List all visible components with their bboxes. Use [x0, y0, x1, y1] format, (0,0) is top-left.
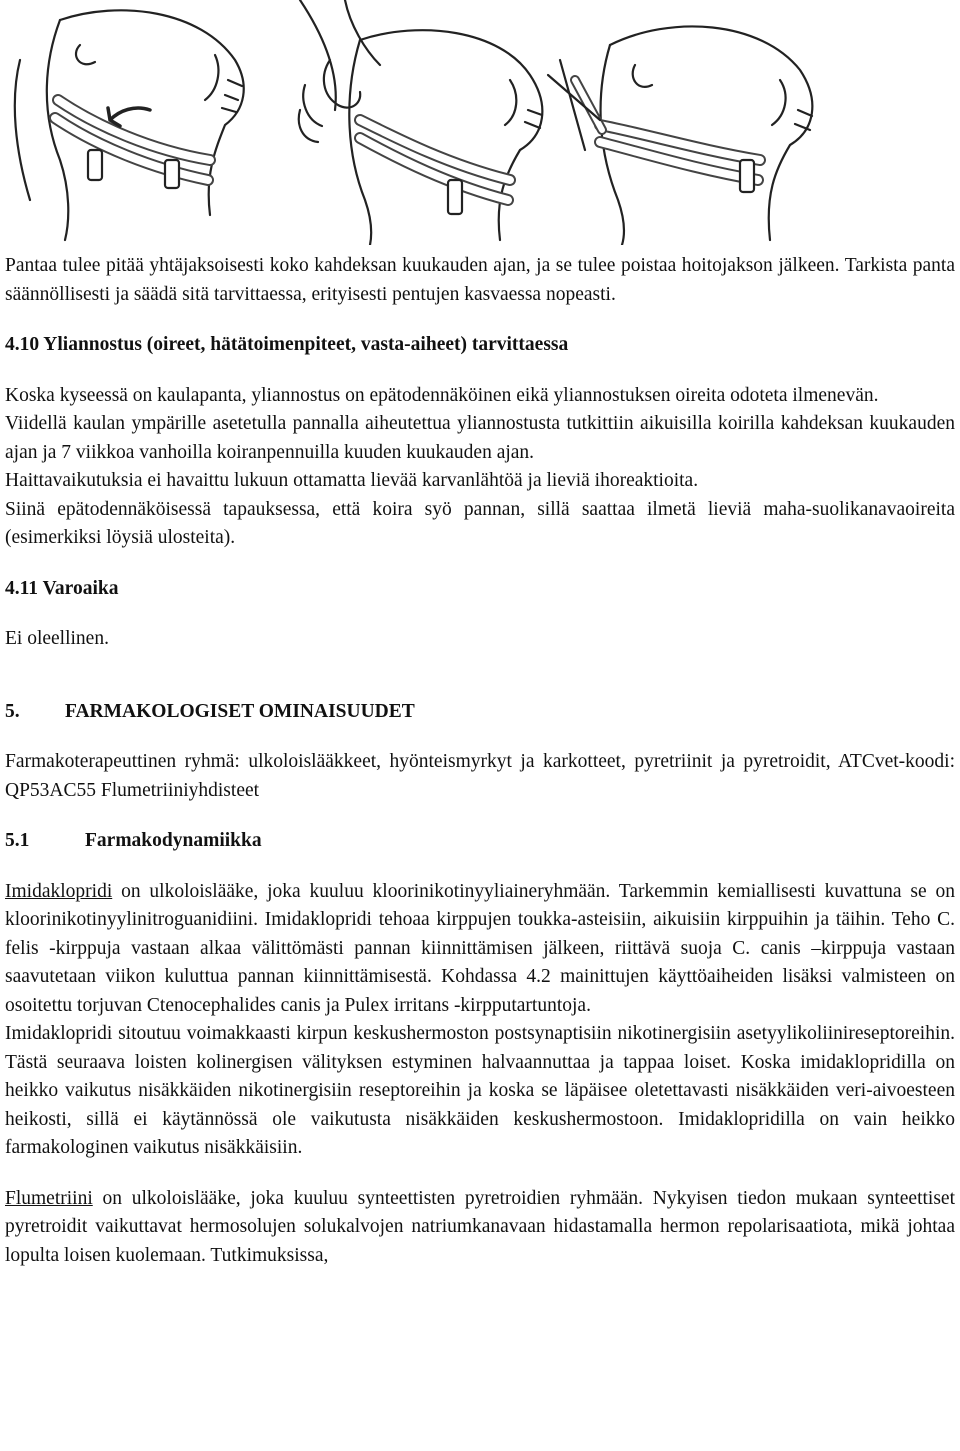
heading-5-1: [5, 827, 955, 856]
flumethrin-term: Flumetriini: [5, 1187, 93, 1209]
imidacloprid-text-1: on ulkoloislääke, joka kuuluu kloorinikotinyyliaineryhmään. Tarkemmin kemiallisesti kuvattuna se on kloorinikotinyylinitroguanidiini. Imidaklopridi tehoaa kirppujen toukka-asteisiin, aikuisiin kirppuihin ja täihin. Teho C. felis -kirppuja vastaan alkaa välittömästi pannan kiinnittämisen jälkeen, riittävä suoja C. canis –kirppuja vastaan saavutetaan viikon kuluttua pannan kiinnittämisestä. Kohdassa 4.2 mainittujen käyttöaiheiden lisäksi valmisteen on osoitettu torjuvan Ctenocephalides canis ja Pulex irritans -kirpputartuntoja.: [5, 880, 955, 1016]
heading-5-1-number: 5.1: [5, 830, 30, 851]
heading-4-10: [5, 331, 955, 360]
heading-5-title: FARMAKOLOGISET OMINAISUUDET: [65, 700, 415, 722]
overdose-paragraph-2: Viidellä kaulan ympärille asetetulla pannalla aiheutettua yliannostusta tutkittiin aikuisilla koirilla kahdeksan kuukauden ajan ja 7 viikkoa vanhoilla koiranpennuilla kuuden kuukauden ajan.: [5, 413, 955, 463]
heading-4-11-title: Varoaika: [42, 577, 119, 599]
overdose-paragraph-1: Koska kyseessä on kaulapanta, yliannostus on epätodennäköinen eikä yliannostuksen oireita odoteta ilmenevän.: [5, 384, 879, 406]
pharmacotherapeutic-group: Farmakoterapeuttinen ryhmä: ulkoloislääkkeet, hyönteismyrkyt ja karkotteet, pyretriinit ja pyretroidit, ATCvet-koodi: QP53AC55 Flumetriiniyhdisteet: [5, 751, 955, 801]
heading-4-10-number: 4.10: [5, 334, 40, 355]
document-body: [5, 252, 955, 1270]
imidacloprid-paragraph-1: [5, 878, 955, 1021]
flumethrin-text: on ulkoloislääke, joka kuuluu synteettisten pyretroidien ryhmään. Nykyisen tiedon mukaan synteettiset pyretroidit vaikuttavat hermosolujen solukalvojen natriumkanavaan hidastamalla hermon repolarisaatiota, mikä johtaa lopulta loisen kuolemaan. Tutkimuksissa,: [5, 1187, 955, 1266]
flumethrin-paragraph: [5, 1185, 955, 1271]
illustration-panel-fasten: [15, 10, 244, 240]
heading-4-10-title: Yliannostus (oireet, hätätoimenpiteet, vasta-aiheet) tarvittaessa: [43, 334, 569, 355]
overdose-paragraph-4: Siinä epätodennäköisessä tapauksessa, että koira syö pannan, sillä saattaa ilmetä lieviä maha-suolikanavaoireita (esimerkiksi löysiä ulosteita).: [5, 498, 955, 548]
heading-5: [5, 698, 955, 727]
imidacloprid-paragraph-2: Imidaklopridi sitoutuu voimakkaasti kirpun keskushermoston postsynaptisiin nikotinergisiin asetyylikoliinireseptoreihin. Tästä seuraava loisten kolinergisen välityksen estyminen halvaannuttaa ja tappaa loiset. Koska imidaklopridilla on heikko vaikutus nisäkkäiden nikotinergisiin reseptoreihin ja koska se läpäisee oletettavasti nisäkkäiden veri-aivoesteen heikosti, sillä ei käytännössä ole vaikutusta nisäkkäiden keskushermostoon. Imidaklopridilla on vain heikko farmakologinen vaikutus nisäkkäisiin.: [5, 1023, 955, 1158]
collar-fitting-illustrations: [0, 0, 960, 245]
heading-5-1-title: Farmakodynamiikka: [85, 830, 262, 851]
heading-5-number: 5.: [5, 700, 20, 722]
imidacloprid-term: Imidaklopridi: [5, 880, 113, 902]
heading-4-11: [5, 575, 955, 604]
intro-paragraph: Pantaa tulee pitää yhtäjaksoisesti koko kahdeksan kuukauden ajan, ja se tulee poistaa hoitojakson jälkeen. Tarkista panta säännöllisesti ja säädä sitä tarvittaessa, erityisesti pentujen kasvaessa nopeasti.: [5, 255, 955, 305]
illustration-panel-adjust: [299, 0, 543, 245]
withdrawal-body: Ei oleellinen.: [5, 628, 109, 649]
illustration-panel-trim: [548, 26, 812, 245]
heading-4-11-number: 4.11: [5, 577, 39, 599]
overdose-paragraph-3: Haittavaikutuksia ei havaittu lukuun ottamatta lievää karvanlähtöä ja lieviä ihoreaktioita.: [5, 470, 699, 491]
